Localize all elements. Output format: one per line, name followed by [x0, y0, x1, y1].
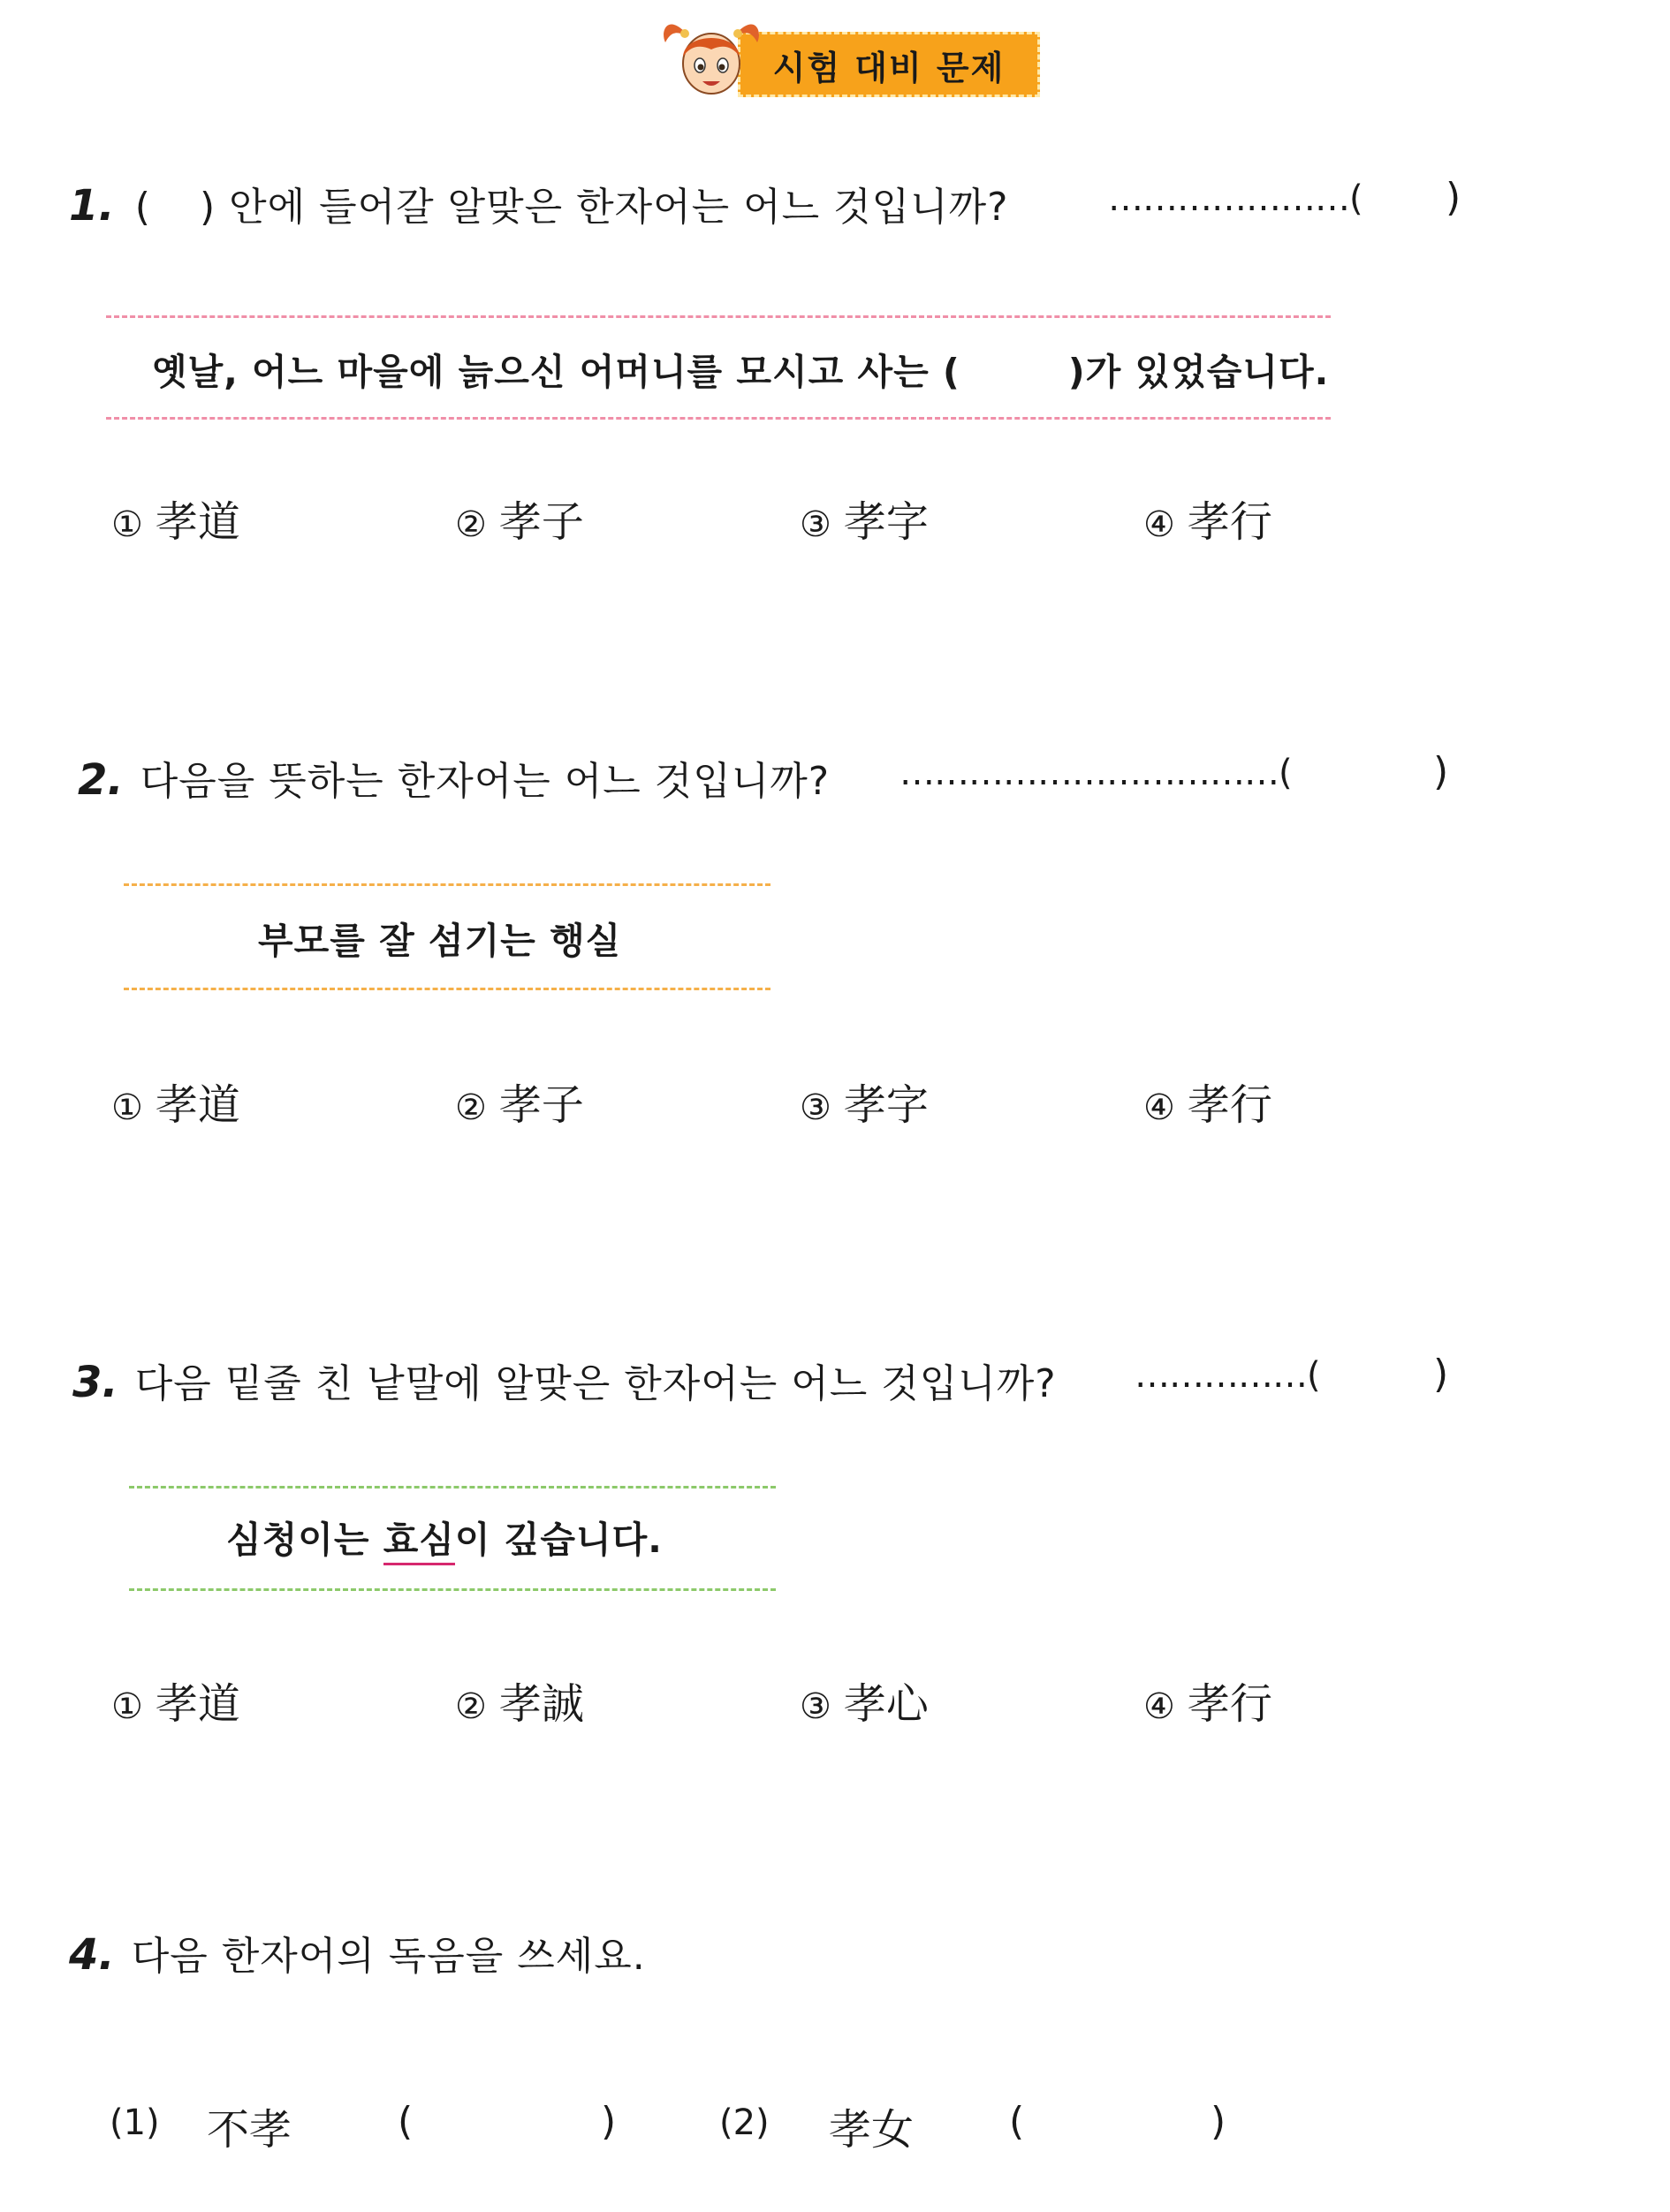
question-paren-open: (: [134, 185, 151, 230]
question-2-heading: [78, 749, 830, 806]
section-title-badge: 시험 대비 문제: [738, 32, 1040, 97]
option-1[interactable]: [111, 1071, 240, 1132]
header-banner: [658, 5, 1051, 101]
answer-paren-close: ): [1211, 2099, 1226, 2144]
option-mark: ②: [455, 1087, 487, 1128]
option-text: 孝行: [1187, 497, 1272, 547]
question-box-text: 부모를 잘 섬기는 행실: [258, 920, 622, 962]
box-bottom-divider: [124, 988, 770, 990]
option-mark: ②: [455, 504, 487, 545]
option-2[interactable]: [455, 1670, 584, 1731]
box-top-divider: [124, 883, 770, 886]
item-hanja: 不孝: [207, 2105, 292, 2155]
option-mark: ③: [800, 1686, 831, 1727]
option-3[interactable]: [800, 1670, 929, 1731]
option-mark: ①: [111, 504, 143, 545]
option-mark: ①: [111, 1087, 143, 1128]
answer-paren-open: (: [398, 2099, 414, 2144]
answer-leader-dots: ……………………………(: [900, 753, 1292, 793]
option-mark: ④: [1143, 1686, 1175, 1727]
box-text-pre: 심청이는: [226, 1519, 383, 1561]
question-number: 2.: [78, 755, 124, 805]
option-text: 孝子: [498, 1080, 584, 1130]
answer-blank-1[interactable]: [422, 2102, 590, 2147]
answer-blank-2[interactable]: [1034, 2102, 1202, 2147]
option-4[interactable]: [1143, 488, 1272, 549]
answer-paren-open: (: [1009, 2099, 1025, 2144]
question-3-heading: [72, 1352, 1057, 1408]
option-text: 孝道: [155, 497, 240, 547]
box-top-divider: [129, 1486, 776, 1489]
option-3[interactable]: [800, 488, 929, 549]
answer-leader-dots: ……………(: [1135, 1355, 1320, 1396]
box-bottom-divider: [106, 417, 1331, 420]
question-text: 다음을 뜻하는 한자어는 어느 것입니까?: [140, 759, 831, 804]
answer-paren-close: ): [1446, 175, 1461, 220]
question-1-heading: [69, 175, 1009, 231]
box-top-divider: [106, 315, 1331, 318]
box-text-post: 이 깊습니다.: [454, 1519, 663, 1561]
question-text: 다음 한자어의 독음을 쓰세요.: [131, 1934, 646, 1979]
question-4-heading: [69, 1924, 646, 1981]
option-3[interactable]: [800, 1071, 929, 1132]
underlined-word: 효심: [383, 1519, 455, 1565]
option-2[interactable]: [455, 1071, 584, 1132]
option-mark: ③: [800, 1087, 831, 1128]
option-text: 孝字: [843, 497, 929, 547]
option-1[interactable]: [111, 1670, 240, 1731]
item-label: (1): [110, 2102, 160, 2143]
option-text: 孝字: [843, 1080, 929, 1130]
question-number: 1.: [69, 181, 115, 231]
option-mark: ②: [455, 1686, 487, 1727]
option-text: 孝心: [843, 1679, 929, 1729]
option-4[interactable]: [1143, 1071, 1272, 1132]
question-number: 4.: [69, 1930, 115, 1980]
option-1[interactable]: [111, 488, 240, 549]
question-number: 3.: [72, 1358, 118, 1407]
item-label: (2): [719, 2102, 770, 2143]
girl-mascot-icon: [658, 5, 764, 101]
option-2[interactable]: [455, 488, 584, 549]
option-mark: ④: [1143, 504, 1175, 545]
option-text: 孝行: [1187, 1080, 1272, 1130]
option-text: 孝誠: [498, 1679, 584, 1729]
option-text: 孝子: [498, 497, 584, 547]
item-hanja: 孝女: [829, 2105, 915, 2155]
box-bottom-divider: [129, 1588, 776, 1591]
answer-paren-close: ): [601, 2099, 617, 2144]
option-text: 孝行: [1187, 1679, 1272, 1729]
question-text: 다음 밑줄 친 낱말에 알맞은 한자어는 어느 것입니까?: [134, 1361, 1057, 1406]
option-mark: ④: [1143, 1087, 1175, 1128]
option-mark: ③: [800, 504, 831, 545]
question-box-text: 옛날, 어느 마을에 늙으신 어머니를 모시고 사는 ( )가 있었습니다.: [152, 351, 1330, 393]
option-mark: ①: [111, 1686, 143, 1727]
option-text: 孝道: [155, 1679, 240, 1729]
question-text: ) 안에 들어갈 알맞은 한자어는 어느 것입니까?: [200, 185, 1009, 230]
answer-paren-close: ): [1433, 1352, 1449, 1397]
option-text: 孝道: [155, 1080, 240, 1130]
option-4[interactable]: [1143, 1670, 1272, 1731]
question-box-text: [226, 1511, 663, 1563]
answer-paren-close: ): [1433, 749, 1449, 794]
answer-leader-dots: …………………(: [1108, 178, 1363, 219]
